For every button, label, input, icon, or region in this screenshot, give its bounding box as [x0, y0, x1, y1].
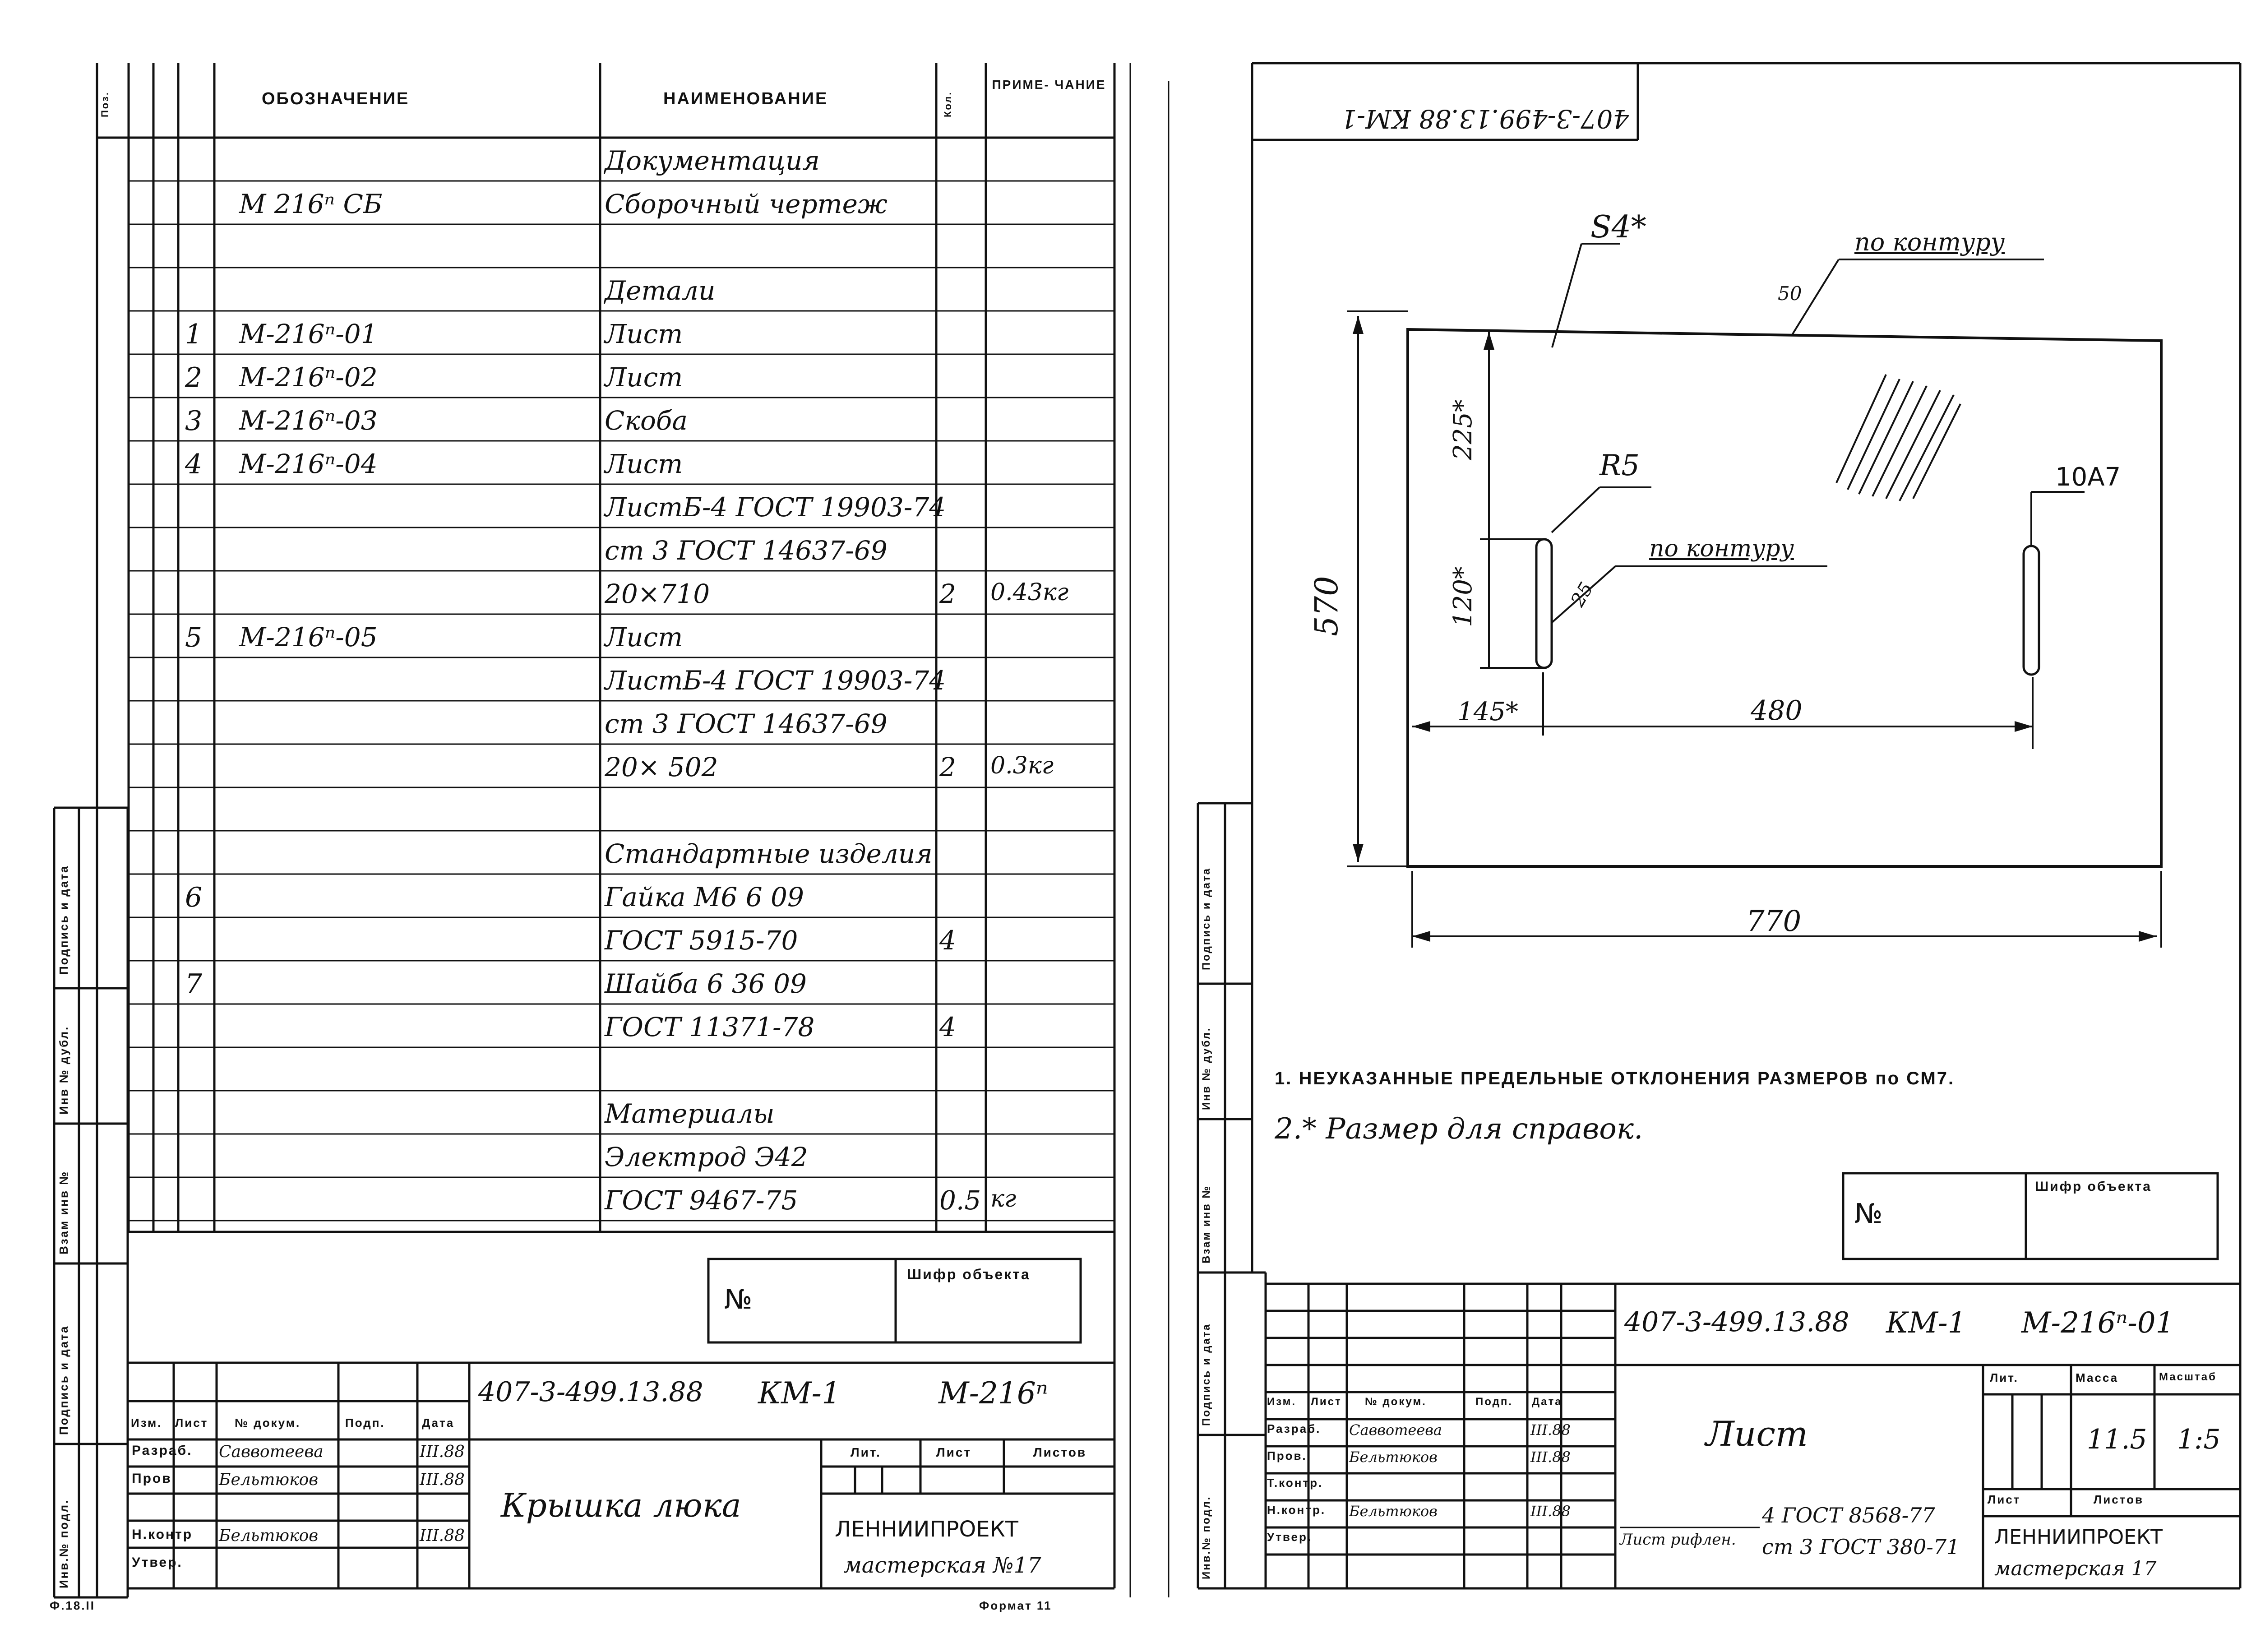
- title-block-right-doc-code: 407-3-499.13.88: [1624, 1306, 1849, 1338]
- title-block-workshop: мастерская №17: [844, 1553, 1041, 1578]
- spec-cell-name: Детали: [605, 275, 716, 306]
- title-block-role-date: III.88: [1530, 1448, 1571, 1466]
- dim-480: 480: [1751, 695, 1803, 727]
- title-block-role-role: Пров.: [132, 1471, 177, 1486]
- title-block-right-scale: 1:5: [2177, 1424, 2221, 1455]
- spec-cell-pos: 5: [185, 622, 203, 653]
- header-note: ПРИМЕ- ЧАНИЕ: [992, 78, 1106, 92]
- title-block-right-drawing-no: М-216ⁿ-01: [2021, 1306, 2174, 1340]
- title-block-role-name: Бельтюков: [219, 1471, 319, 1489]
- title-block-right-material-prefix: Лист рифлен.: [1620, 1531, 1736, 1549]
- title-block-role-role: Утвер.: [1267, 1530, 1313, 1544]
- title-block-role-role: Разраб.: [1267, 1422, 1321, 1435]
- spec-cell-designation: М-216ⁿ-01: [239, 319, 378, 349]
- spec-cell-name: ГОСТ 5915-70: [605, 925, 798, 956]
- spec-cell-name: ст 3 ГОСТ 14637-69: [605, 535, 888, 566]
- spec-cell-name: ЛистБ-4 ГОСТ 19903-74: [605, 665, 946, 696]
- note-contour-slot: по контуру: [1649, 535, 1794, 562]
- spec-cell-qty: 0.5: [939, 1185, 981, 1216]
- title-block-role-name: Бельтюков: [1349, 1503, 1438, 1520]
- spec-cell-qty: 2: [939, 752, 956, 782]
- side-label-2: Инв № дубл.: [57, 1025, 70, 1115]
- title-block-corner-code: Ф.18.II: [50, 1599, 96, 1612]
- note-contour-top: по контуру: [1854, 228, 2005, 256]
- spec-cell-designation: М-216ⁿ-04: [239, 449, 378, 479]
- object-cipher-label-right: Шифр объекта: [2035, 1179, 2152, 1194]
- title-block-role-role: Утвер.: [132, 1555, 183, 1570]
- title-block-right-material-top: 4 ГОСТ 8568-77: [1762, 1503, 1935, 1527]
- title-block-doc-code: 407-3-499.13.88: [478, 1376, 703, 1408]
- title-block-role-date: III.88: [420, 1471, 465, 1489]
- side-label-5: Инв.№ подл.: [57, 1499, 70, 1588]
- spec-cell-designation: М-216ⁿ-02: [239, 362, 378, 393]
- col-header-sign: Подп.: [345, 1416, 385, 1430]
- spec-cell-pos: 1: [185, 319, 203, 350]
- spec-cell-name: Шайба 6 36 09: [605, 968, 807, 999]
- spec-cell-pos: 7: [185, 968, 203, 1000]
- spec-cell-name: ст 3 ГОСТ 14637-69: [605, 708, 888, 739]
- title-block-right-mass-label: Масса: [2076, 1371, 2119, 1384]
- dim-thickness: S4*: [1590, 209, 1646, 245]
- title-block-right-material-bottom: ст 3 ГОСТ 380-71: [1762, 1535, 1960, 1559]
- title-block-role-role: Т.контр.: [1267, 1476, 1323, 1490]
- spec-cell-name: Лист: [605, 449, 683, 479]
- dim-120: 120*: [1448, 566, 1478, 627]
- dim-radius: R5: [1600, 449, 1640, 482]
- title-block-role-name: Бельтюков: [1349, 1448, 1438, 1466]
- title-block-role-role: Разраб.: [132, 1443, 193, 1458]
- slot-fit: 10A7: [2055, 463, 2121, 492]
- dim-770: 770: [1746, 905, 1802, 938]
- rotated-stamp: 407-3-499.13.88 КМ-1: [1341, 104, 1629, 133]
- title-block-right-lit: Лит.: [1990, 1371, 2019, 1384]
- weld-size-slot: 25: [1566, 578, 1598, 611]
- right-col-header-change: Изм.: [1267, 1396, 1297, 1408]
- spec-cell-name: Гайка М6 6 09: [605, 882, 804, 912]
- title-block-role-date: III.88: [1530, 1421, 1571, 1439]
- title-block-role-name: Саввотеева: [219, 1443, 324, 1461]
- spec-cell-name: Сборочный чертеж: [605, 189, 888, 219]
- title-block-lit: Лит.: [851, 1445, 881, 1459]
- spec-cell-name: ЛистБ-4 ГОСТ 19903-74: [605, 492, 946, 523]
- spec-cell-pos: 2: [185, 362, 203, 393]
- spec-cell-pos: 6: [185, 882, 203, 913]
- col-header-date: Дата: [422, 1416, 455, 1430]
- title-block-format: Формат 11: [979, 1599, 1052, 1612]
- spec-cell-pos: 3: [185, 405, 203, 437]
- spec-cell-note: 0.43кг: [990, 579, 1069, 606]
- spec-cell-designation: М-216ⁿ-05: [239, 622, 378, 652]
- object-cipher-label: Шифр объекта: [907, 1266, 1031, 1282]
- spec-cell-name: Лист: [605, 622, 683, 652]
- object-no-label: №: [724, 1284, 753, 1315]
- title-block-right-workshop: мастерская 17: [1994, 1557, 2157, 1580]
- side-label-right-5: Инв.№ подл.: [1200, 1495, 1212, 1579]
- spec-cell-name: ГОСТ 11371-78: [605, 1012, 815, 1042]
- spec-cell-name: 20× 502: [605, 752, 718, 782]
- spec-cell-qty: 2: [939, 578, 956, 609]
- header-name: НАИМЕНОВАНИЕ: [663, 89, 828, 108]
- spec-cell-name: 20×710: [605, 578, 710, 609]
- side-label-right-2: Инв № дубл.: [1200, 1027, 1212, 1110]
- title-block-mark: КМ-1: [758, 1376, 841, 1411]
- title-block-role-name: Бельтюков: [219, 1527, 319, 1545]
- spec-cell-name: Лист: [605, 319, 683, 349]
- spec-cell-designation: М-216ⁿ-03: [239, 405, 378, 436]
- title-block-role-role: Н.контр.: [1267, 1503, 1326, 1517]
- weld-size-top: 50: [1778, 282, 1802, 305]
- title-block-role-role: Пров.: [1267, 1449, 1307, 1462]
- title-block-sheet: Лист: [936, 1445, 972, 1459]
- note-1: 1. НЕУКАЗАННЫЕ ПРЕДЕЛЬНЫЕ ОТКЛОНЕНИЯ РАЗМЕРОВ по СМ7.: [1275, 1069, 1955, 1088]
- title-block-role-name: Саввотеева: [1349, 1421, 1442, 1439]
- note-2: 2.* Размер для справок.: [1275, 1112, 1643, 1146]
- title-block-right-title: Лист: [1706, 1414, 1808, 1454]
- side-label-4: Подпись и дата: [57, 1325, 70, 1435]
- spec-cell-note: 0.3кг: [990, 752, 1054, 779]
- spec-cell-qty: 4: [939, 1012, 956, 1042]
- side-label-right-1: Подпись и дата: [1200, 867, 1212, 970]
- right-col-header-sheet: Лист: [1311, 1396, 1342, 1408]
- col-header-change: Изм.: [131, 1416, 162, 1430]
- right-col-header-doc: № докум.: [1365, 1396, 1427, 1408]
- title-block-right-scale-label: Масштаб: [2159, 1371, 2217, 1383]
- title-block-right-sheet: Лист: [1988, 1493, 2021, 1506]
- spec-cell-note: кг: [990, 1185, 1017, 1212]
- title-block-right-mark: КМ-1: [1886, 1306, 1966, 1340]
- side-label-3: Взам инв №: [57, 1170, 70, 1254]
- object-no-label-right: №: [1854, 1198, 1883, 1230]
- title-block-role-date: III.88: [420, 1527, 465, 1545]
- header-position: Поз.: [99, 91, 111, 117]
- side-label-1: Подпись и дата: [57, 865, 70, 975]
- col-header-doc: № докум.: [235, 1416, 301, 1430]
- title-block-role-date: III.88: [1530, 1503, 1571, 1520]
- title-block-role-date: III.88: [420, 1443, 465, 1461]
- side-label-right-4: Подпись и дата: [1200, 1323, 1212, 1426]
- title-block-title: Крышка люка: [501, 1486, 741, 1524]
- right-col-header-date: Дата: [1532, 1396, 1563, 1408]
- col-header-sheet: Лист: [175, 1416, 208, 1430]
- title-block-right-mass: 11.5: [2087, 1424, 2147, 1455]
- title-block-right-org: ЛЕННИИПРОЕКТ: [1994, 1526, 2163, 1549]
- title-block-drawing-no: М-216ⁿ: [938, 1376, 1048, 1411]
- right-col-header-sign: Подп.: [1475, 1396, 1513, 1408]
- title-block-right-sheets: Листов: [2094, 1493, 2144, 1506]
- spec-cell-qty: 4: [939, 925, 956, 956]
- header-designation: ОБОЗНАЧЕНИЕ: [262, 89, 410, 108]
- side-label-right-3: Взам инв №: [1200, 1185, 1212, 1263]
- spec-cell-name: Стандартные изделия: [605, 838, 933, 869]
- spec-cell-name: Лист: [605, 362, 683, 393]
- title-block-org: ЛЕННИИПРОЕКТ: [835, 1517, 1018, 1542]
- spec-cell-name: Документация: [605, 145, 820, 176]
- title-block-sheets: Листов: [1033, 1445, 1087, 1459]
- header-quantity: Кол.: [942, 91, 953, 117]
- spec-cell-name: Материалы: [605, 1098, 775, 1129]
- spec-cell-name: Электрод Э42: [605, 1142, 808, 1172]
- spec-cell-designation: М 216ⁿ СБ: [239, 189, 383, 219]
- spec-cell-name: Скоба: [605, 405, 688, 436]
- spec-cell-pos: 4: [185, 449, 203, 480]
- dim-570: 570: [1308, 576, 1345, 636]
- spec-cell-name: ГОСТ 9467-75: [605, 1185, 798, 1216]
- dim-225: 225*: [1448, 399, 1478, 460]
- dim-145: 145*: [1457, 697, 1518, 727]
- title-block-role-role: Н.контр: [132, 1527, 193, 1542]
